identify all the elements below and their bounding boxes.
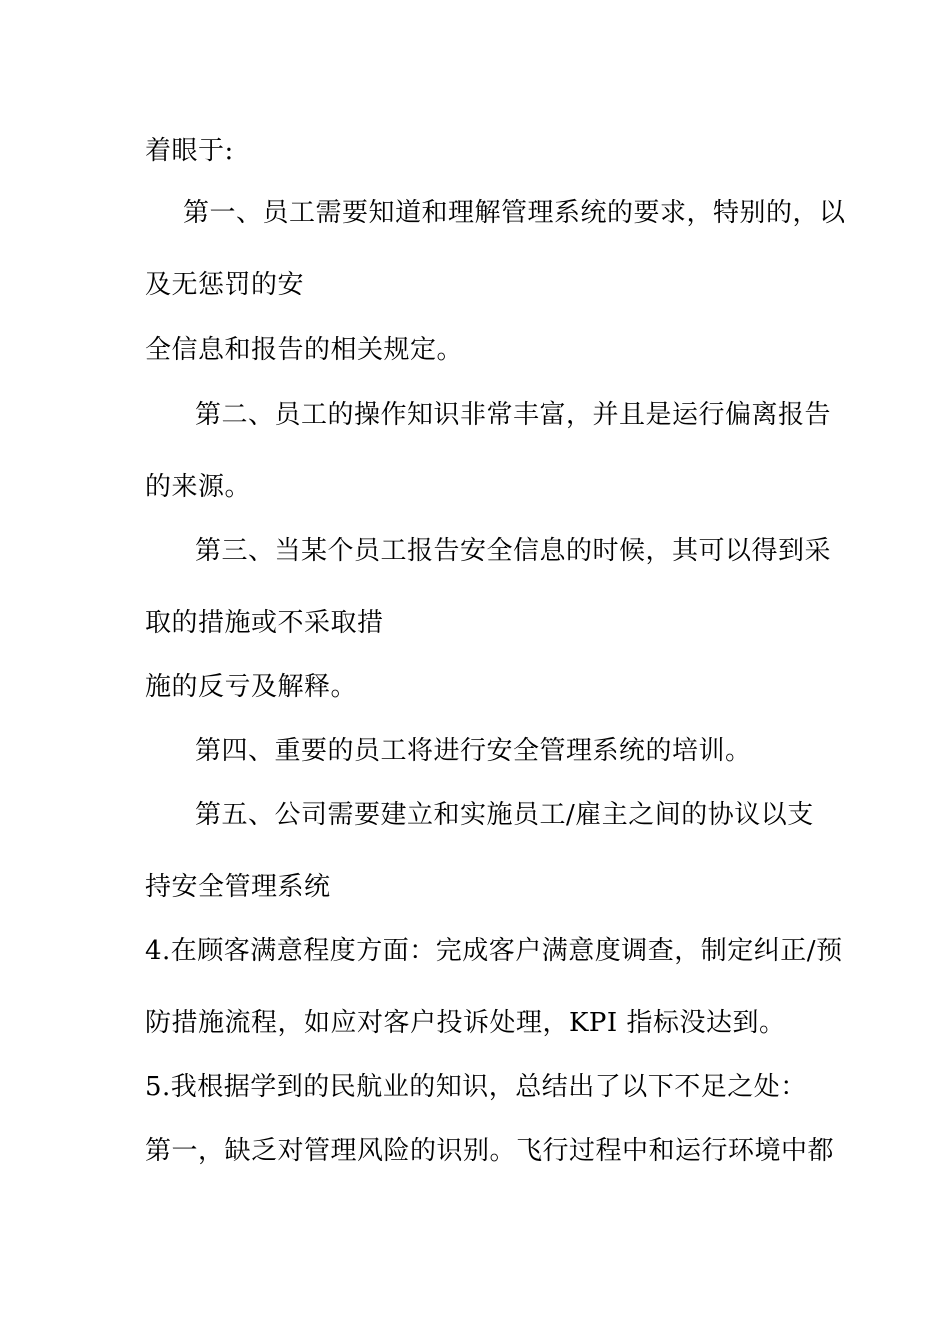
text-line-point-2: 第二、员工的操作知识非常丰富，并且是运行偏离报告: [195, 400, 832, 430]
text-line-point-3-cont-b: 施的反亏及解释。: [145, 672, 358, 702]
text-line-item-4: 4.在顾客满意程度方面：完成客户满意度调查，制定纠正/预: [145, 936, 843, 966]
text-line-point-5: 第五、公司需要建立和实施员工/雇主之间的协议以支: [195, 800, 814, 830]
text-line-item-5-point-1: 第一，缺乏对管理风险的识别。飞行过程中和运行环境中都: [145, 1136, 835, 1166]
text-line-item-4-cont: 防措施流程，如应对客户投诉处理，KPI 指标没达到。: [145, 1008, 786, 1038]
text-line-point-1-cont-a: 及无惩罚的安: [145, 270, 305, 300]
text-line-point-4: 第四、重要的员工将进行安全管理系统的培训。: [195, 736, 752, 766]
text-line-point-5-cont: 持安全管理系统: [145, 872, 331, 902]
text-line-point-3: 第三、当某个员工报告安全信息的时候，其可以得到采: [195, 536, 832, 566]
text-line-point-3-cont-a: 取的措施或不采取措: [145, 608, 384, 638]
text-line-point-1-cont-b: 全信息和报告的相关规定。: [145, 335, 464, 365]
text-line-point-1: 第一、员工需要知道和理解管理系统的要求，特别的，以: [183, 198, 846, 228]
text-line-item-5: 5.我根据学到的民航业的知识，总结出了以下不足之处：: [145, 1072, 807, 1102]
text-line-intro: 着眼于:: [145, 136, 234, 166]
text-line-point-2-cont: 的来源。: [145, 472, 252, 502]
